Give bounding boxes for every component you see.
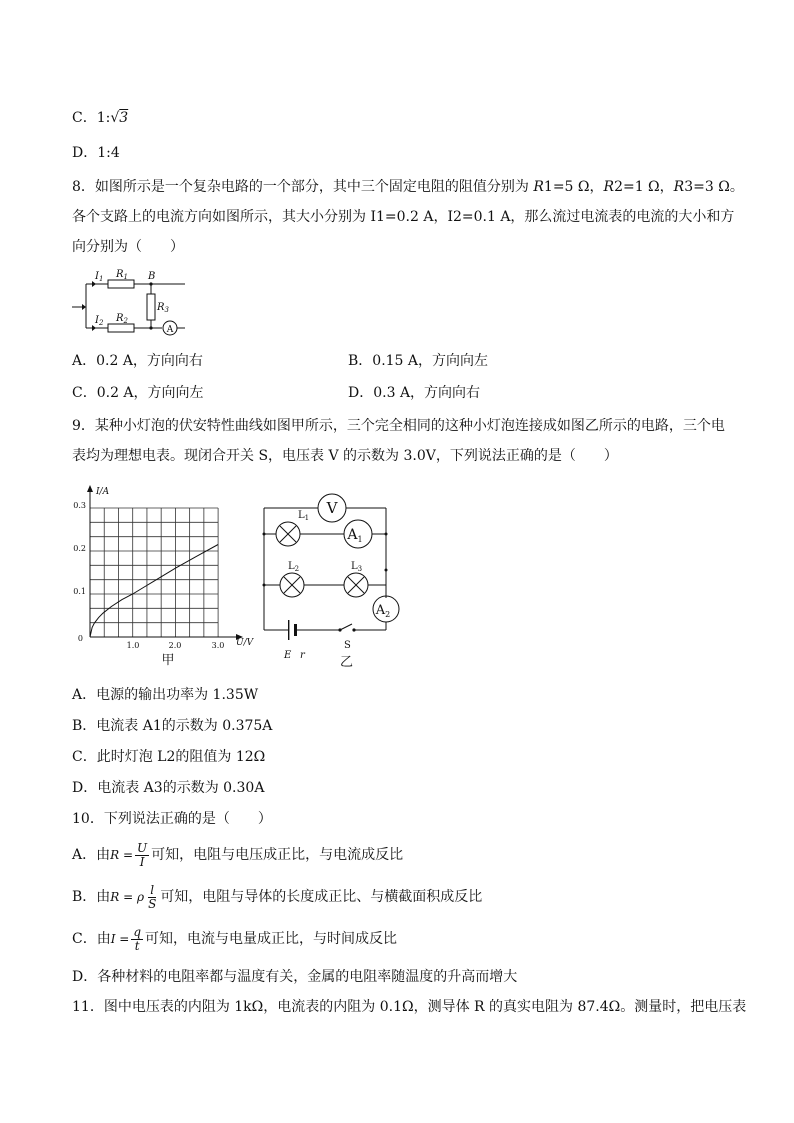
- q8-label-i2: $I_2$: [95, 315, 104, 327]
- r3-value: 3=3 Ω。: [684, 179, 744, 195]
- iv-curve-series: [90, 545, 218, 638]
- lamp-l1-label: $L_1$: [298, 510, 310, 522]
- ammeter-label: A: [166, 325, 174, 335]
- q9-stem-line1: 9．某种小灯泡的伏安特性曲线如图甲所示，三个完全相同的这种小灯泡连接成如图乙所示的电路，三个电: [72, 418, 725, 434]
- formula-lhs: R =: [110, 848, 134, 862]
- q8-option-b: B．0.15 A，方向向左: [348, 353, 489, 369]
- q7-option-c-radicand: 3: [119, 110, 129, 126]
- q8-label-b: B: [148, 271, 156, 282]
- lamp-l3-label: $L_3$: [351, 561, 363, 573]
- circuit-caption: 乙: [340, 655, 354, 670]
- q7-option-c: [72, 109, 128, 127]
- r3-symbol: R: [673, 179, 685, 195]
- q9-stem-line2: 表均为理想电表。现闭合开关 S，电压表 V 的示数为 3.0V，下列说法正确的是（ ）: [72, 448, 618, 464]
- origin-label: 0: [77, 634, 83, 643]
- q8-option-a: A．0.2 A，方向向右: [72, 353, 203, 369]
- sqrt-symbol: √: [110, 110, 120, 126]
- graph-grid: [90, 508, 218, 637]
- q8-stem-line2: 各个支路上的电流方向如图所示，其大小分别为 I1=0.2 A，I2=0.1 A，那么流过电流表的电流的大小和方: [72, 209, 735, 225]
- x-tick-label: 1.0: [126, 641, 140, 650]
- q8-options-row2: [72, 384, 732, 402]
- x-axis-label: U/V: [236, 638, 254, 648]
- q9-iv-graph: [70, 482, 255, 667]
- formula-lhs: R = ρ: [110, 890, 145, 904]
- q8-option-d: D．0.3 A，方向向右: [348, 385, 481, 401]
- internal-resistance-label: r: [300, 650, 305, 661]
- lamp-l2-label: $L_2$: [288, 561, 300, 573]
- r1-value: 1=5 Ω，: [543, 179, 604, 195]
- formula-fraction: $\frac{l}{S}$: [148, 882, 157, 911]
- q8-label-r1: $R_1$: [116, 269, 128, 281]
- q9-option-b: B．电流表 A1的示数为 0.375A: [72, 718, 273, 734]
- emf-label: E: [284, 650, 292, 661]
- voltmeter-label: V: [326, 499, 338, 517]
- formula-fraction: $\frac{q}{t}$: [133, 924, 142, 953]
- r1-symbol: R: [533, 179, 544, 195]
- option-prefix: C．由: [72, 931, 111, 947]
- x-tick-label: 3.0: [211, 641, 225, 650]
- q10-stem: 10．下列说法正确的是（ ）: [72, 811, 272, 827]
- x-tick-label: 2.0: [168, 641, 182, 650]
- q8-label-i1: $I_1$: [95, 271, 104, 283]
- y-tick-label: 0.2: [73, 544, 86, 553]
- q8-option-c: C．0.2 A，方向向左: [72, 385, 204, 401]
- q8-options-row1: [72, 352, 732, 370]
- q8-circuit-figure: [70, 268, 190, 338]
- q10-option-a: [72, 839, 403, 871]
- q9-option-a: A．电源的输出功率为 1.35W: [72, 687, 259, 703]
- option-text: 可知，电阻与电压成正比，与电流成反比: [151, 847, 404, 863]
- q8-label-r3: $R_3$: [157, 302, 169, 314]
- r2-symbol: R: [603, 179, 615, 195]
- formula-fraction: $\frac{U}{I}$: [137, 840, 148, 869]
- y-tick-label: 0.1: [73, 587, 86, 596]
- y-tick-label: 0.3: [73, 501, 86, 510]
- ammeter-a2-label: $A_2$: [375, 603, 391, 619]
- q8-stem-text: 8．如图所示是一个复杂电路的一个部分，其中三个固定电阻的阻值分别为: [72, 179, 534, 195]
- graph-axes: [90, 488, 240, 637]
- formula-lhs: I =: [110, 932, 130, 946]
- q8-stem-line3: 向分别为（ ）: [72, 239, 184, 255]
- q8-stem-line1: [72, 178, 744, 196]
- ammeter-a1-label: $A_1$: [347, 527, 363, 544]
- option-prefix: A．由: [72, 847, 111, 863]
- r2-value: 2=1 Ω，: [614, 179, 674, 195]
- q8-label-r2: $R_2$: [116, 313, 128, 325]
- q10-option-b: [72, 881, 482, 913]
- graph-caption: 甲: [161, 653, 175, 667]
- option-text: 可知，电阻与导体的长度成正比、与横截面积成反比: [160, 889, 483, 905]
- q10-option-d: D．各种材料的电阻率都与温度有关，金属的电阻率随温度的升高而增大: [72, 969, 518, 985]
- q11-stem-line1: 11．图中电压表的内阻为 1kΩ，电流表的内阻为 0.1Ω，测导体 R 的真实电阻为 87.4Ω。测量时，把电压表: [72, 999, 747, 1015]
- option-prefix: B．由: [72, 889, 111, 905]
- switch-label: S: [344, 640, 351, 651]
- q9-option-d: D．电流表 A3的示数为 0.30A: [72, 780, 265, 796]
- q9-circuit-figure: [258, 488, 408, 670]
- q7-option-d: D．1:4: [72, 145, 120, 161]
- y-axis-label: I/A: [96, 487, 110, 497]
- option-text: 可知，电流与电量成正比，与时间成反比: [145, 931, 398, 947]
- q9-option-c: C．此时灯泡 L2的阻值为 12Ω: [72, 749, 266, 765]
- q10-option-c: [72, 923, 397, 955]
- q7-option-c-text: C．1:: [72, 110, 111, 126]
- y-axis-arrow: [87, 485, 93, 492]
